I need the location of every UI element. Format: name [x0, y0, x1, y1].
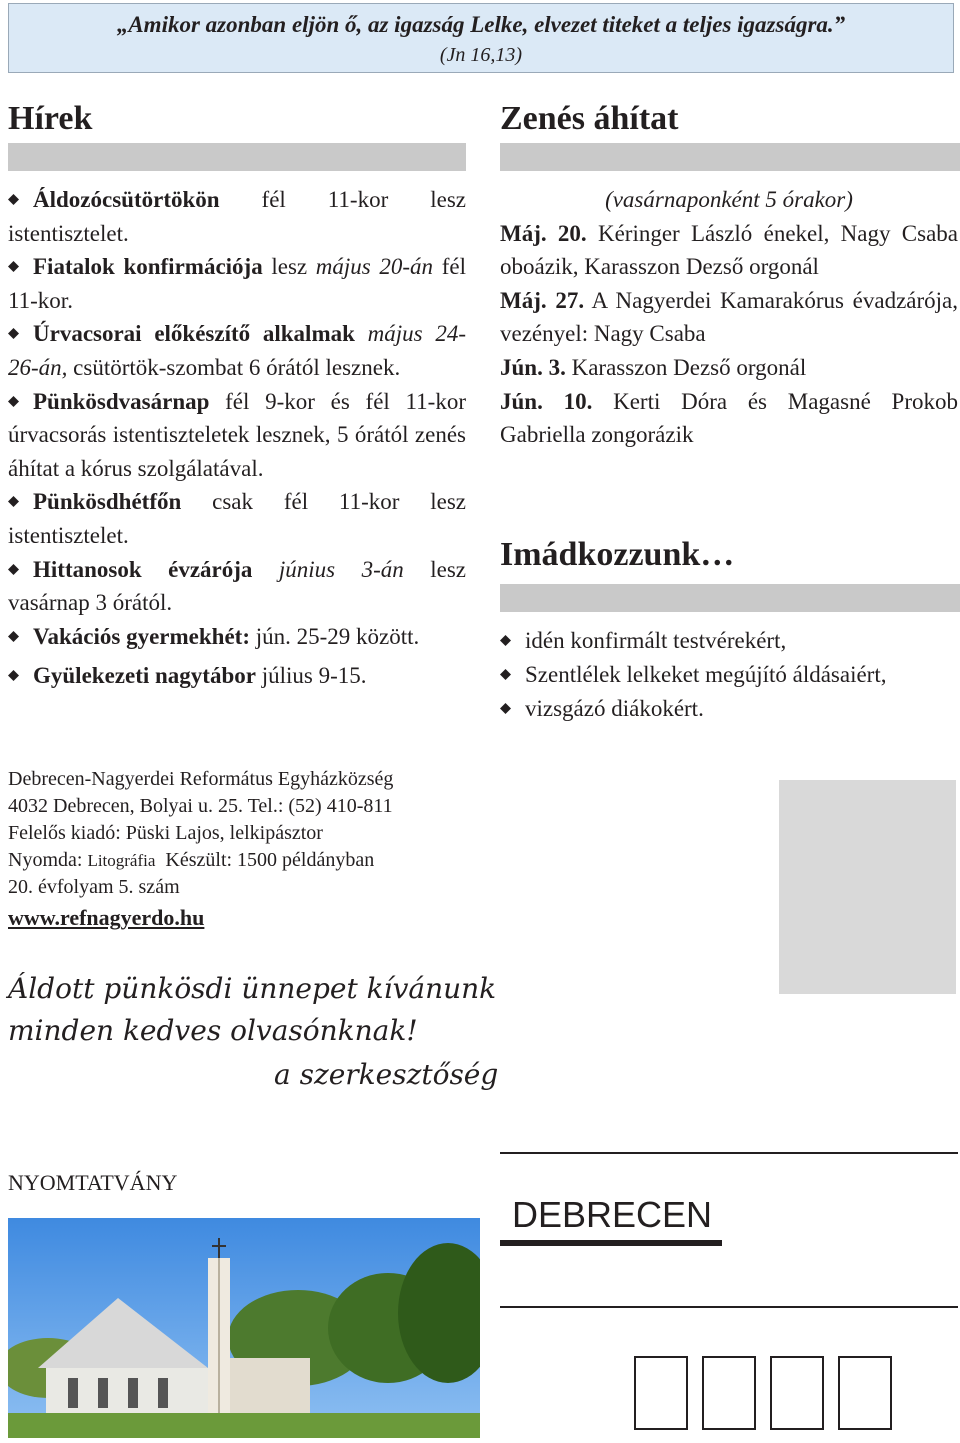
diamond-bullet-icon: [8, 631, 19, 642]
bible-quote: „Amikor azonban eljön ő, az igazság Lelke, elvezet titeket a teljes igazságra.”: [116, 12, 846, 37]
diamond-bullet-icon: [500, 669, 511, 680]
prayer-item: vizsgázó diákokért.: [500, 692, 960, 726]
news-heading-bar: [8, 143, 466, 171]
news-item: Hittanosok évzárója június 3-án lesz vasárnap 3 órától.: [8, 556, 467, 616]
website-link[interactable]: www.refnagyerdo.hu: [8, 905, 205, 930]
news-list: [8, 183, 466, 693]
imprint-congregation: Debrecen-Nagyerdei Református Egyházközség: [8, 768, 394, 790]
news-heading: Hírek: [8, 100, 93, 137]
music-schedule: [500, 183, 958, 452]
bible-quote-box: [8, 3, 954, 73]
diamond-bullet-icon: [8, 496, 19, 507]
imprint-volume: 20. évfolyam 5. szám: [8, 876, 180, 898]
prayer-item: Szentlélek lelkeket megújító áldásaiért,: [500, 658, 960, 692]
imprint-printing: Nyomda: Litográfia Készült: 1500 példányban: [8, 849, 375, 871]
news-item: Pünkösdhétfőn csak fél 11-kor lesz istentisztelet.: [8, 489, 466, 548]
zip-code-box[interactable]: [702, 1356, 756, 1430]
music-item: Máj. 27. A Nagyerdei Kamarakórus évadzárója, vezényel: Nagy Csaba: [500, 287, 958, 347]
music-subtitle: (vasárnaponként 5 órakor): [605, 187, 853, 212]
bible-reference: (Jn 16,13): [439, 44, 523, 66]
prayer-heading-bar: [500, 584, 960, 612]
prayer-item: idén konfirmált testvérekért,: [500, 624, 960, 658]
greeting-line-2: minden kedves olvasónknak!: [8, 1014, 418, 1047]
music-heading: Zenés áhítat: [500, 100, 679, 137]
news-item: Pünkösdvasárnap fél 9-kor és fél 11-kor úrvacsorás istentiszteletek lesznek, 5 órától zenés áhítat a kórus szolgálatával.: [8, 388, 466, 481]
prayer-heading: Imádkozzunk…: [500, 536, 735, 573]
diamond-bullet-icon: [8, 670, 19, 681]
city-name: DEBRECEN: [512, 1194, 713, 1235]
city-underline: [500, 1240, 722, 1246]
diamond-bullet-icon: [8, 396, 19, 407]
address-line: [500, 1152, 958, 1154]
stamp-placeholder: [779, 780, 956, 994]
music-item: Máj. 20. Kéringer László énekel, Nagy Csaba oboázik, Karasszon Dezső orgonál: [500, 220, 958, 280]
diamond-bullet-icon: [500, 635, 511, 646]
greeting-signature: a szerkesztőség: [274, 1058, 499, 1091]
music-item: Jún. 10. Kerti Dóra és Magasné Prokob Gabriella zongorázik: [500, 388, 958, 448]
imprint-publisher: Felelős kiadó: Püski Lajos, lelkipásztor: [8, 822, 323, 844]
church-photo: [8, 1218, 480, 1438]
greeting-line-1: Áldott pünkösdi ünnepet kívánunk: [8, 972, 497, 1005]
music-heading-bar: [500, 143, 960, 171]
news-item: Vakációs gyermekhét: jún. 25-29 között.: [8, 620, 466, 654]
address-line: [500, 1306, 958, 1308]
diamond-bullet-icon: [8, 194, 19, 205]
news-item: Úrvacsorai előkészítő alkalmak május 24-26-án, csütörtök-szombat 6 órától lesznek.: [8, 321, 466, 380]
prayer-list: [500, 624, 960, 726]
music-item: Jún. 3. Karasszon Dezső orgonál: [500, 354, 807, 380]
news-item: Áldozócsütörtökön fél 11-kor lesz istentisztelet.: [8, 187, 466, 246]
diamond-bullet-icon: [8, 328, 19, 339]
news-item: Fiatalok konfirmációja lesz május 20-án fél 11-kor.: [8, 254, 466, 313]
printed-matter-label: NYOMTATVÁNY: [8, 1170, 178, 1195]
imprint-address: 4032 Debrecen, Bolyai u. 25. Tel.: (52) 410-811: [8, 795, 393, 817]
diamond-bullet-icon: [500, 703, 511, 714]
diamond-bullet-icon: [8, 261, 19, 272]
news-item: Gyülekezeti nagytábor július 9-15.: [8, 659, 466, 693]
zip-code-box[interactable]: [770, 1356, 824, 1430]
diamond-bullet-icon: [8, 564, 19, 575]
zip-code-box[interactable]: [634, 1356, 688, 1430]
zip-code-box[interactable]: [838, 1356, 892, 1430]
imprint: [8, 766, 478, 931]
